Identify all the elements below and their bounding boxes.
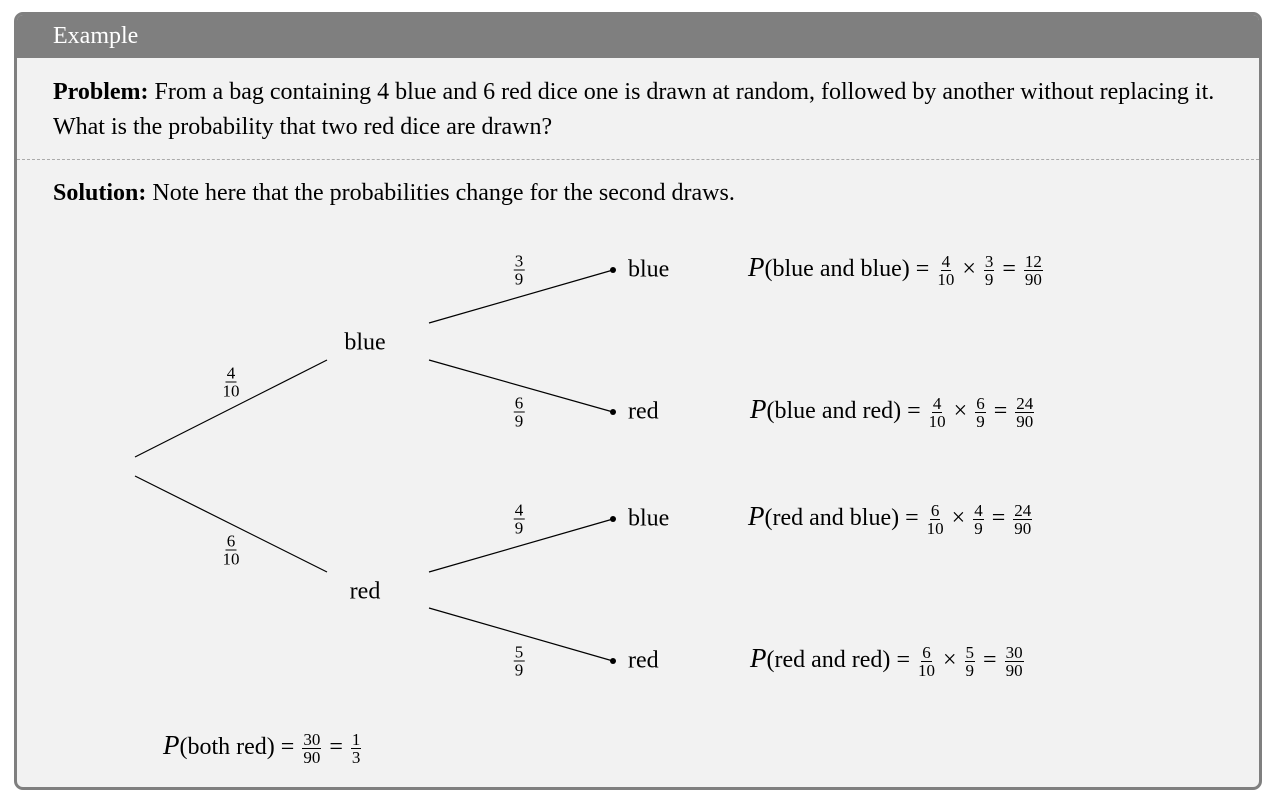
node-dot: [610, 409, 616, 415]
fraction: $\frac{6}{10}$: [222, 531, 240, 569]
node-dot: [610, 516, 616, 522]
outcome-label: red: [628, 398, 659, 425]
problem-text: Problem: From a bag containing 4 blue and 6 red dice one is drawn at random, followed by another without replacing it. What is the probability that two red dice are drawn?: [53, 79, 1215, 140]
fraction: $\frac{4}{10}$: [937, 251, 955, 289]
probability-equation: P(blue and red) = $\frac{4}{10}$ × $\frac{6}{9}$ = $\frac{24}{90}$: [750, 393, 1034, 431]
fraction: $\frac{3}{9}$: [514, 251, 524, 289]
fraction: $\frac{24}{90}$: [1014, 500, 1032, 538]
node-dot: [610, 267, 616, 273]
fraction: $\frac{5}{9}$: [514, 642, 524, 680]
branch-probability: [221, 365, 242, 400]
branch-probability: [512, 644, 527, 679]
fraction: $\frac{12}{90}$: [1024, 251, 1042, 289]
fraction: $\frac{4}{9}$: [974, 500, 983, 538]
fraction: $\frac{6}{9}$: [514, 393, 524, 431]
node-label: red: [349, 578, 381, 605]
fraction: $\frac{6}{10}$: [926, 500, 944, 538]
outcome-label: red: [628, 647, 659, 674]
fraction: $\frac{5}{9}$: [965, 642, 975, 680]
fraction: $\frac{30}{90}$: [303, 729, 321, 767]
probability-equation: P(red and red) = $\frac{6}{10}$ × $\frac{5}{9}$ = $\frac{30}{90}$: [750, 642, 1023, 680]
node-dot: [610, 658, 616, 664]
outcome-label: blue: [628, 256, 670, 283]
fraction: $\frac{4}{10}$: [222, 363, 240, 401]
branch-probability: [512, 395, 527, 430]
solution-text: Solution: Note here that the probabilities change for the second draws.: [53, 180, 735, 206]
fraction: $\frac{1}{3}$: [351, 729, 361, 767]
outcome-label: blue: [628, 505, 670, 532]
fraction: $\frac{3}{9}$: [984, 251, 994, 289]
fraction: $\frac{6}{9}$: [976, 393, 985, 431]
fraction: $\frac{6}{10}$: [917, 642, 935, 680]
probability-equation: P(blue and blue) = $\frac{4}{10}$ × $\frac{3}{9}$ = $\frac{12}{90}$: [748, 251, 1042, 289]
probability-equation: P(red and blue) = $\frac{6}{10}$ × $\frac{4}{9}$ = $\frac{24}{90}$: [748, 500, 1032, 538]
fraction: $\frac{4}{10}$: [928, 393, 946, 431]
branch-probability: [512, 502, 527, 537]
fraction: $\frac{30}{90}$: [1005, 642, 1023, 680]
branch-probability: [512, 253, 527, 288]
final-equation: P(both red) = $\frac{30}{90}$ = $\frac{1}{3}$: [163, 729, 361, 767]
fraction: $\frac{24}{90}$: [1016, 393, 1034, 431]
fraction: $\frac{4}{9}$: [514, 500, 524, 538]
example-header: Example: [17, 15, 1259, 58]
branch-probability: [221, 533, 242, 568]
node-label: blue: [344, 329, 386, 356]
